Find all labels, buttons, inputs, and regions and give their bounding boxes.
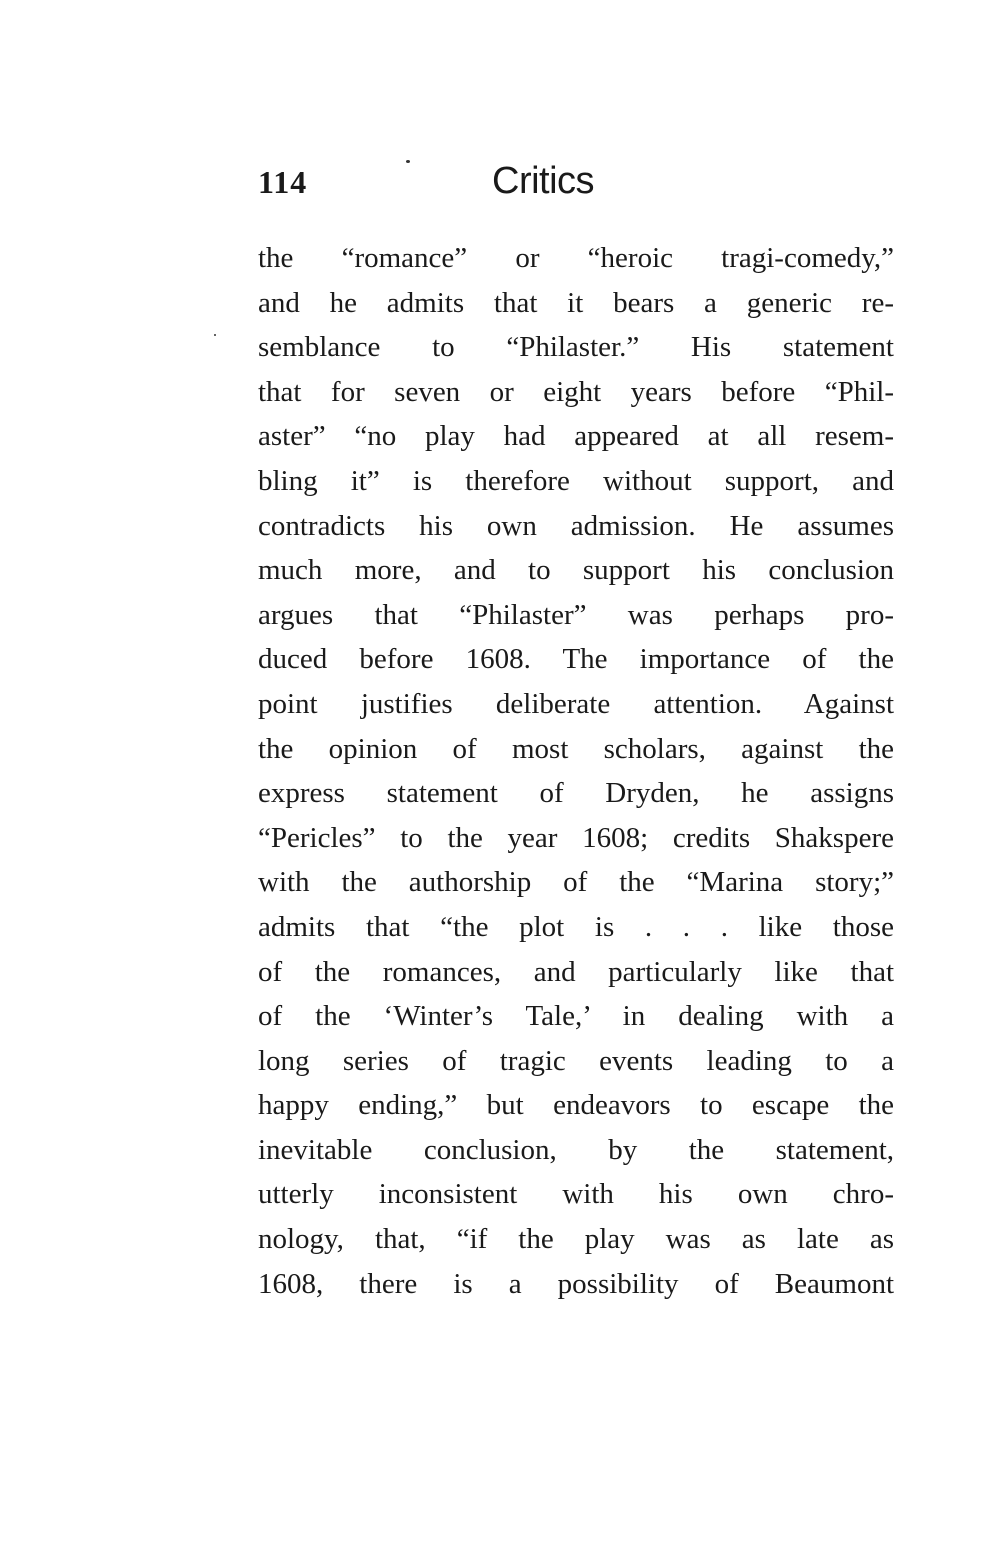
- page-number: 114: [258, 164, 308, 200]
- text-line: bling it” is therefore without support, and: [258, 464, 894, 497]
- text-line: express statement of Dryden, he assigns: [258, 777, 894, 810]
- page-header: [258, 160, 894, 210]
- text-line: “Pericles” to the year 1608; credits Shakspere: [258, 821, 894, 854]
- text-line: and he admits that it bears a generic re-: [258, 286, 894, 319]
- text-line: with the authorship of the “Marina story;”: [258, 866, 894, 899]
- text-line: semblance to “Philaster.” His statement: [258, 331, 894, 364]
- text-line: contradicts his own admission. He assumes: [258, 509, 894, 542]
- text-line: aster” “no play had appeared at all resem-: [258, 420, 894, 453]
- text-line: utterly inconsistent with his own chro-: [258, 1178, 894, 1211]
- text-line: argues that “Philaster” was perhaps pro-: [258, 598, 894, 631]
- text-line: long series of tragic events leading to a: [258, 1044, 894, 1077]
- running-head: Critics: [492, 160, 595, 202]
- text-line: the opinion of most scholars, against the: [258, 732, 894, 765]
- text-line: the “romance” or “heroic tragi-comedy,”: [258, 242, 894, 274]
- text-line: that for seven or eight years before “Phil-: [258, 375, 894, 408]
- text-line: inevitable conclusion, by the statement,: [258, 1133, 894, 1166]
- text-line: 1608, there is a possibility of Beaumont: [258, 1267, 894, 1300]
- body-text: [258, 236, 894, 1306]
- text-line: much more, and to support his conclusion: [258, 554, 894, 587]
- text-line: point justifies deliberate attention. Against: [258, 687, 894, 720]
- text-line: nology, that, “if the play was as late as: [258, 1223, 894, 1256]
- text-line: admits that “the plot is . . . like those: [258, 910, 894, 943]
- text-line: of the ‘Winter’s Tale,’ in dealing with a: [258, 1000, 894, 1033]
- text-line: happy ending,” but endeavors to escape the: [258, 1089, 894, 1122]
- text-line: of the romances, and particularly like that: [258, 955, 894, 988]
- text-line: duced before 1608. The importance of the: [258, 643, 894, 676]
- ink-speck: [214, 334, 216, 336]
